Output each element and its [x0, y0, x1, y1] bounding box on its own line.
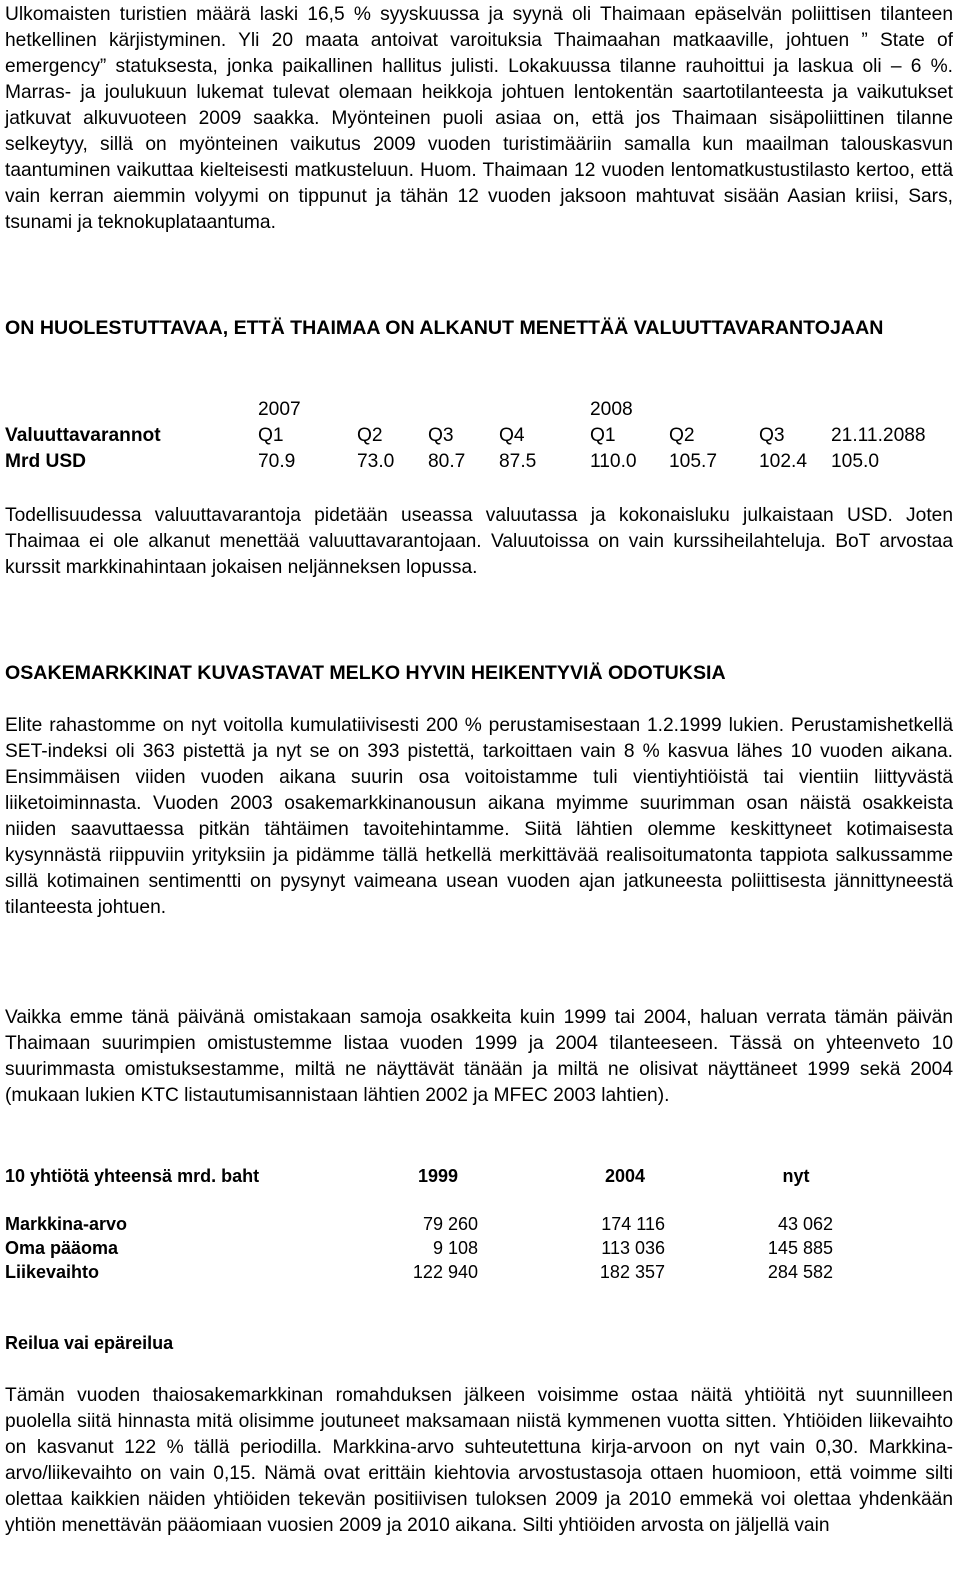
paragraph-reserves-note: Todellisuudessa valuuttavarantoja pidetään useassa valuutassa ja kokonaisluku julkaistaan USD. Joten Thaimaa ei ole alkanut menettää valuuttavarantojaan. Valuutoissa on vain kurssiheilahteluja. BoT arvostaa kurssit markkinahintaan jokaisen neljänneksen lopussa. [5, 505, 953, 578]
reserves-value: 87.5 [499, 451, 537, 472]
companies-header-label: 10 yhtiötä yhteensä mrd. baht [5, 1166, 260, 1186]
reserves-row-label: Valuuttavarannot [5, 425, 161, 446]
reserves-period: Q1 [258, 425, 284, 446]
reserves-period: Q2 [669, 425, 695, 446]
reserves-value: 105.7 [669, 451, 718, 472]
companies-row-label: Markkina-arvo [5, 1214, 128, 1234]
heading-fair-or-unfair: Reilua vai epäreilua [5, 1333, 174, 1353]
heading-stock-market: OSAKEMARKKINAT KUVASTAVAT MELKO HYVIN HEIKENTYVIÄ ODOTUKSIA [5, 662, 726, 684]
heading-currency-reserves: ON HUOLESTUTTAVAA, ETTÄ THAIMAA ON ALKANUT MENETTÄÄ VALUUTTAVARANTOJAAN [5, 317, 884, 339]
companies-cell: 113 036 [601, 1238, 665, 1258]
reserves-value: 102.4 [759, 451, 808, 472]
reserves-period: Q2 [357, 425, 383, 446]
companies-col-header: 2004 [604, 1166, 646, 1186]
reserves-period: Q4 [499, 425, 525, 446]
paragraph-valuation: Tämän vuoden thaiosakemarkkinan romahduksen jälkeen voisimme ostaa näitä yhtiöitä nyt suunnilleen puolella siitä hinnasta mitä olisimme joutuneet maksamaan niistä kymmenen vuotta sitten. Yhtiöiden liikevaihto on kasvanut 122 % tällä periodilla. Markkina-arvo suhteutettuna kirja-arvoon on nyt vain 0,30. Markkina-arvo/liikevaihto on vain 0,15. Nämä ovat erittäin kiehtovia arvostustasoja ottaen huomioon, että voimme silti olettaa kaikkien näiden yhtiöiden tekevän positiivisen tuloksen 2009 ja 2010 emmekä voi olettaa yhdenkään yhtiön menettävän pääomiaan vuosien 2009 ja 2010 aikana. Silti yhtiöiden arvosta on jäljellä vain [5, 1385, 953, 1536]
reserves-period: 21.11.2088 [831, 425, 926, 446]
reserves-unit-label: Mrd USD [5, 451, 87, 472]
reserves-year-2008: 2008 [590, 399, 633, 420]
companies-cell: 284 582 [767, 1262, 833, 1282]
companies-cell: 174 116 [601, 1214, 665, 1234]
reserves-period: Q3 [759, 425, 785, 446]
reserves-period: Q1 [590, 425, 616, 446]
paragraph-elite-fund: Elite rahastomme on nyt voitolla kumulatiivisesti 200 % perustamisestaan 1.2.1999 lukien. Perustamishetkellä SET-indeksi oli 363 pistettä ja nyt se on 393 pistettä, tarkoittaen vain 8 % kasvua lähes 10 vuoden aikana. Ensimmäisen viiden vuoden aikana suurin osa voitoistamme tuli vientiyhtiöistä tai vientiin liittyvästä liiketoiminnasta. Vuoden 2003 osakemarkkinanousun aikana myimme suurimman osan näistä osakkeista niiden saavuttaessa pitkän tähtäimen tavoitehintamme. Siitä lähtien olemme keskittyneet kotimaisesta kysynnästä riippuviin yrityksiin ja pidämme tällä hetkellä merkittävää realisoitumatonta tappiota salkussamme sillä kotimainen sentimentti on pysynyt vaimeana usean vuoden ajan jatkuneesta poliittisesta jännittyneestä tilanteesta johtuen. [5, 715, 953, 918]
companies-cell: 122 940 [412, 1262, 478, 1282]
paragraph-tourism: Ulkomaisten turistien määrä laski 16,5 % syyskuussa ja syynä oli Thaimaan epäselvän poliittisen tilanteen hetkellinen kärjistyminen. Yli 20 maata antoivat varoituksia Thaimaahan matkaaville, johtuen ” State of emergency” statuksesta, jonka paikallinen hallitus julisti. Lokakuussa tilanne rauhoittui ja laskua oli – 6 %. Marras- ja joulukuun lukemat tulevat olemaan heikkoja johtuen lentokentän saartotilanteesta ja vaikutukset jatkuvat alkuvuoteen 2009 saakka. Myönteinen puoli asiaa on, että jos Thaimaan sisäpoliittinen tilanne selkeytyy, sillä on myönteinen vaikutus 2009 vuoden turistimääriin samalla kun maailman talouskasvun taantuminen vaikuttaa kielteisesti matkusteluun. Huom. Thaimaan 12 vuoden lentomatkustustilasto kertoo, että vain kerran aiemmin volyymi on tippunut ja tähän 12 vuoden jaksoon mahtuvat sisään Aasian kriisi, Sars, tsunami ja teknokuplataantuma. [5, 4, 953, 233]
companies-cell: 79 260 [422, 1214, 478, 1234]
companies-cell: 43 062 [777, 1214, 833, 1234]
reserves-value: 110.0 [590, 451, 637, 472]
reserves-year-2007: 2007 [258, 399, 301, 420]
companies-cell: 182 357 [599, 1262, 665, 1282]
reserves-period: Q3 [428, 425, 454, 446]
companies-cell: 9 108 [432, 1238, 478, 1258]
reserves-value: 70.9 [258, 451, 296, 472]
reserves-value: 73.0 [357, 451, 395, 472]
reserves-value: 80.7 [428, 451, 466, 472]
companies-col-header: 1999 [417, 1166, 459, 1186]
companies-cell: 145 885 [767, 1238, 833, 1258]
companies-col-header: nyt [782, 1166, 810, 1186]
companies-row-label: Liikevaihto [5, 1262, 100, 1282]
reserves-value: 105.0 [831, 451, 880, 472]
companies-row-label: Oma pääoma [5, 1238, 119, 1258]
paragraph-holdings-comparison: Vaikka emme tänä päivänä omistakaan samoja osakkeita kuin 1999 tai 2004, haluan verrata tämän päivän Thaimaan suurimpien omistustemme listaa vuoden 1999 ja 2004 tilanteeseen. Tässä on yhteenveto 10 suurimmasta omistuksestamme, miltä ne näyttävät tänään ja miltä ne olisivat näyttäneet 1999 sekä 2004 (mukaan lukien KTC listautumisannistaan lähtien 2002 ja MFEC 2003 lahtien). [5, 1007, 953, 1106]
